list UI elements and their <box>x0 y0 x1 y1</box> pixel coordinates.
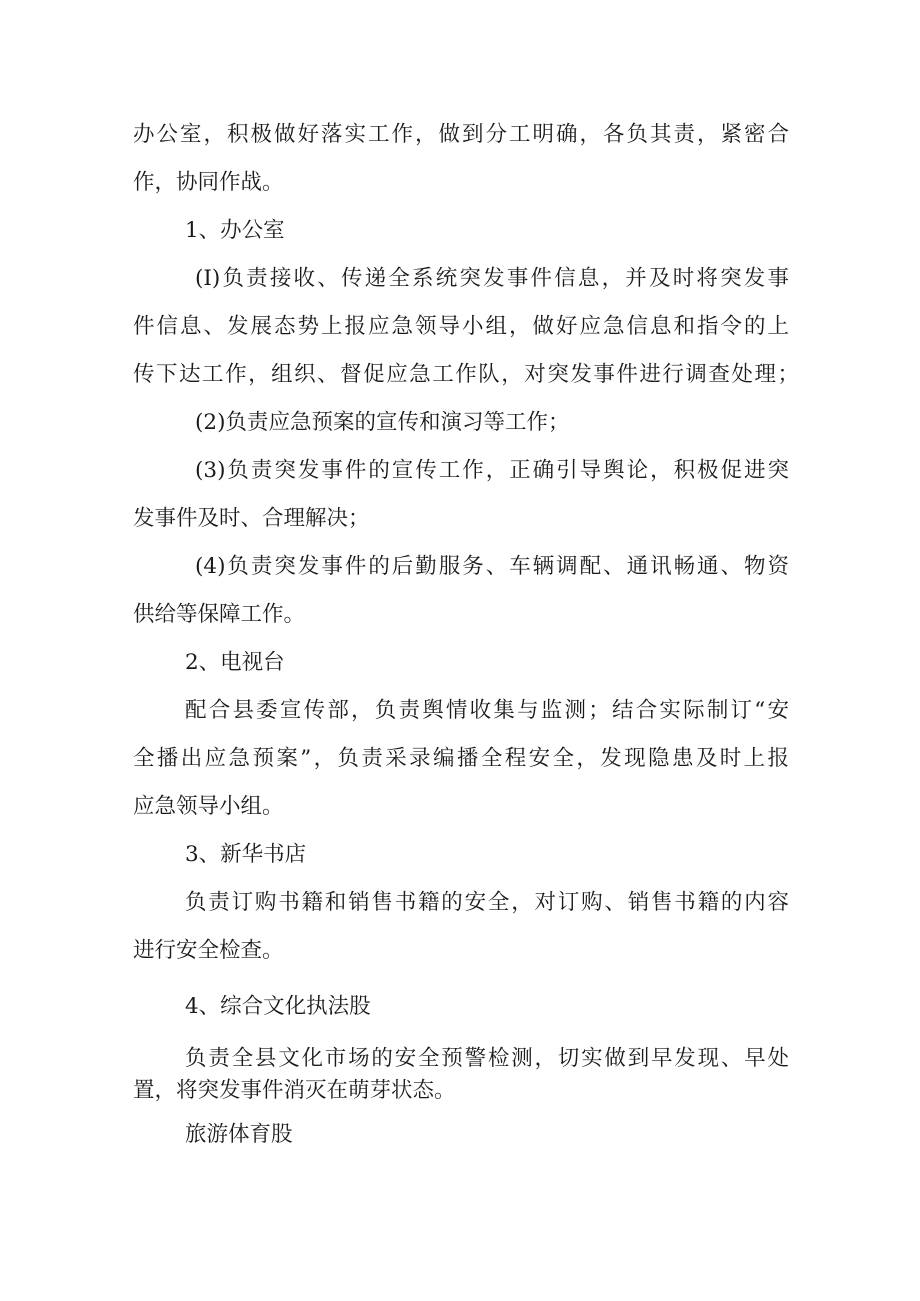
section-heading: 2、电视台 <box>185 650 285 675</box>
section-heading: 4、综合文化执法股 <box>185 994 371 1019</box>
text-line: 置，将突发事件消灭在萌芽状态。 <box>133 1078 456 1103</box>
text-line: 负责订购书籍和销售书籍的安全，对订购、销售书籍的内容 <box>185 890 789 915</box>
text-line: 件信息、发展态势上报应急领导小组，做好应急信息和指令的上 <box>133 314 789 339</box>
text-line: 发事件及时、合理解决； <box>133 506 370 531</box>
text-line: 传下达工作，组织、督促应急工作队，对突发事件进行调查处理； <box>133 362 799 387</box>
text-line: 负责全县文化市场的安全预警检测，切实做到早发现、早处 <box>185 1046 789 1071</box>
section-heading: 3、新华书店 <box>185 842 307 867</box>
text-line: (4)负责突发事件的后勤服务、车辆调配、通讯畅通、物资 <box>195 554 789 579</box>
section-heading: 旅游体育股 <box>185 1122 293 1147</box>
text-line: 进行安全检查。 <box>133 938 284 963</box>
text-line: (3)负责突发事件的宣传工作，正确引导舆论，积极促进突 <box>195 458 789 483</box>
text-line: 配合县委宣传部，负责舆情收集与监测；结合实际制订“安 <box>185 698 789 723</box>
text-line: 全播出应急预案”，负责采录编播全程安全，发现隐患及时上报 <box>133 746 789 771</box>
text-line: (I)负责接收、传递全系统突发事件信息，并及时将突发事 <box>195 266 789 291</box>
section-heading: 1、办公室 <box>185 218 285 243</box>
text-line: 办公室，积极做好落实工作，做到分工明确，各负其责，紧密合 <box>133 122 789 147</box>
text-line: (2)负责应急预案的宣传和演习等工作； <box>195 410 570 435</box>
text-line: 作，协同作战。 <box>133 170 284 195</box>
text-line: 应急领导小组。 <box>133 794 284 819</box>
text-line: 供给等保障工作。 <box>133 602 306 627</box>
